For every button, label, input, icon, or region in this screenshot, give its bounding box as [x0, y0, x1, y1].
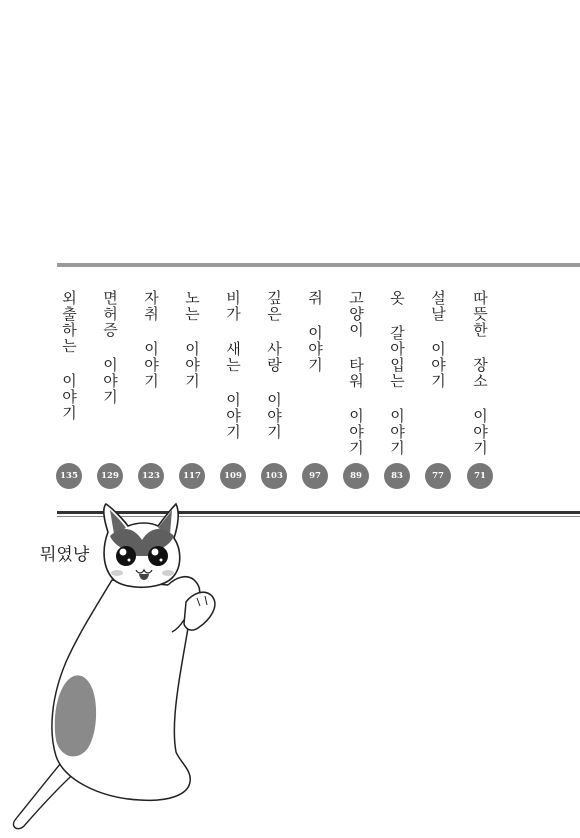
cat-paw [184, 592, 215, 630]
toc-page-badge: 129 [97, 463, 123, 489]
toc-entry[interactable] [343, 290, 369, 495]
toc-entry[interactable] [467, 290, 493, 495]
toc-entry-title: 설날 이야기 [429, 290, 447, 389]
toc-page-badge: 103 [261, 463, 287, 489]
toc-entry[interactable] [56, 290, 82, 495]
toc-page-badge: 97 [302, 463, 328, 489]
toc-entry[interactable] [179, 290, 205, 495]
toc-entry-title: 노는 이야기 [183, 290, 201, 389]
cat-left-eye [116, 546, 136, 566]
toc-entry[interactable] [97, 290, 123, 495]
toc-page-badge: 135 [56, 463, 82, 489]
cat-illustration [0, 490, 300, 838]
toc-entry[interactable] [425, 290, 451, 495]
toc-entry-title: 따뜻한 장소 이야기 [471, 290, 489, 456]
toc-entry-title: 면허증 이야기 [101, 290, 119, 405]
toc-entry-title: 고양이 타워 이야기 [347, 290, 365, 456]
toc-entry[interactable] [261, 290, 287, 495]
toc-page-badge: 83 [384, 463, 410, 489]
toc-page-badge: 77 [425, 463, 451, 489]
toc-page-badge: 71 [467, 463, 493, 489]
toc-entry[interactable] [220, 290, 246, 495]
toc-entry[interactable] [138, 290, 164, 495]
toc-page-badge: 117 [179, 463, 205, 489]
toc-entry-title: 옷 갈아입는 이야기 [388, 290, 406, 456]
toc-entry-title: 외출하는 이야기 [60, 290, 78, 421]
cat-right-eye [148, 546, 168, 566]
toc-entry-title: 비가 새는 이야기 [224, 290, 242, 440]
toc-entry-title: 자취 이야기 [142, 290, 160, 389]
toc-page-badge: 89 [343, 463, 369, 489]
toc-entry-title: 쥐 이야기 [306, 290, 324, 373]
toc-entry[interactable] [302, 290, 328, 495]
toc-entry[interactable] [384, 290, 410, 495]
cat-speech-text: 뭐였냥 [40, 545, 90, 565]
toc-page-badge: 109 [220, 463, 246, 489]
toc-entry-title: 깊은 사랑 이야기 [265, 290, 283, 440]
toc-page-badge: 123 [138, 463, 164, 489]
